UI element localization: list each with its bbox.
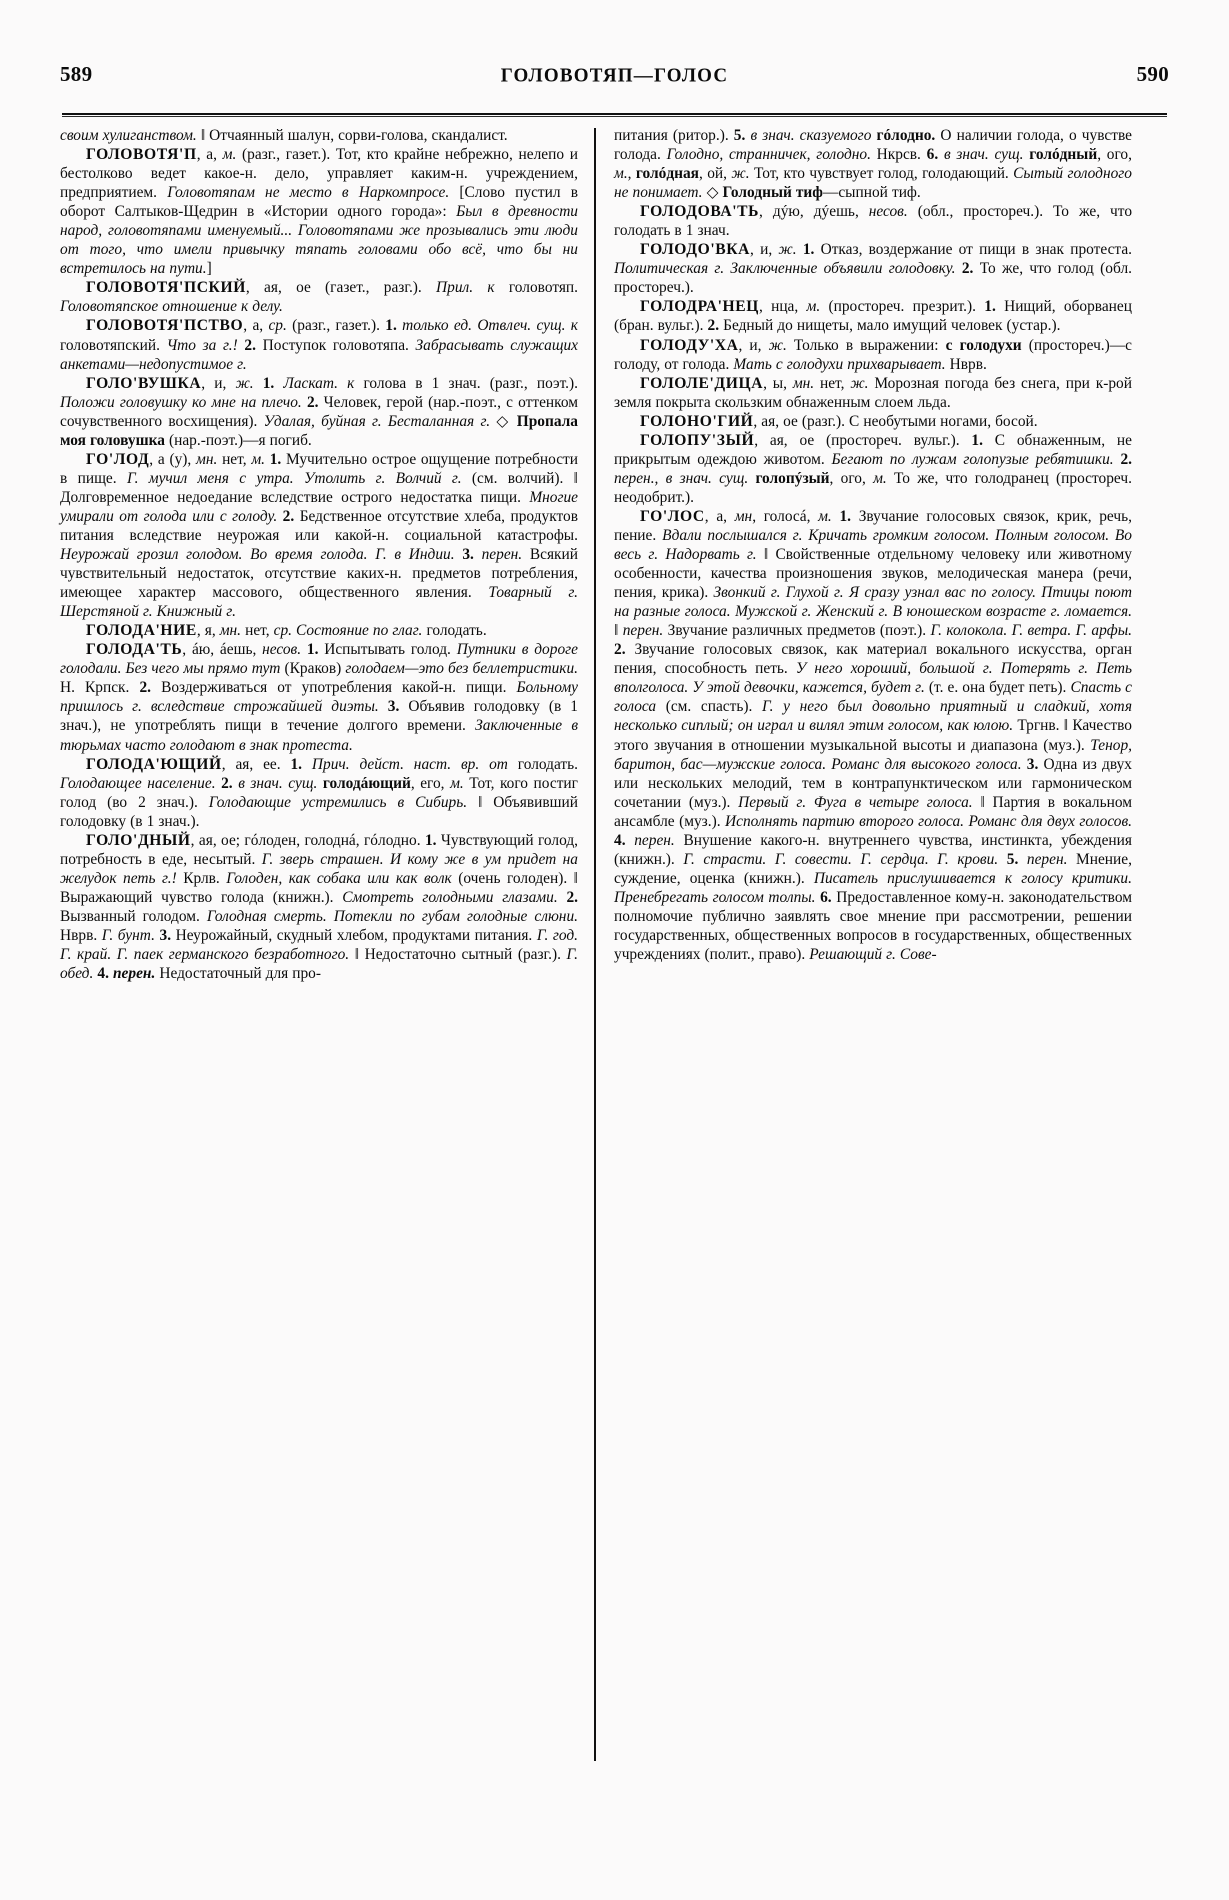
text-columns (60, 126, 1169, 1781)
dictionary-entry: ГОЛОДА'ЮЩИЙ, ая, ее. 1. Прич. дейст. наст. вр. от голодать. Голодающее население. 2. в знач. сущ. голодáющий, его, м. Тот, кого постиг голод (во 2 знач.). Голодающие устремились в Сибирь. ‖ Объявивший голодовку (в 1 знач.). (60, 755, 578, 830)
dictionary-entry: ГОЛОВОТЯ'П, а, м. (разг., газет.). Тот, кто крайне небрежно, нелепо и бестолково ведет какое-н. дело, управляет каким-н. учреждением, предприятием. Головотяпам не место в Наркомпросе. [Слово пустил в оборот Салтыков-Щедрин в «Истории одного города»: Был в древности народ, головотяпами именуемый... Головотяпами же прозывались эти люди от того, что имели привычку тяпать головами обо всё, что бы ни встретилось на пути.] (60, 146, 578, 278)
dictionary-entry: ГОЛОЛЕ'ДИЦА, ы, мн. нет, ж. Морозная погода без снега, при к-рой земля покрыта скользким обнаженным слоем льда. (614, 374, 1132, 411)
running-title: ГОЛОВОТЯП—ГОЛОС (500, 64, 729, 87)
dictionary-entry: ГОЛОПУ'ЗЫЙ, ая, ое (простореч. вульг.). 1. С обнаженным, не прикрытым одеждою животом. Бегают по лужам голопузые ребятишки. 2. перен., в знач. сущ. голопýзый, ого, м. То же, что голодранец (простореч. неодобрит.). (614, 431, 1132, 506)
dictionary-entry: ГОЛОВОТЯ'ПСТВО, а, ср. (разг., газет.). 1. только ед. Отвлеч. сущ. к головотяпский. Что за г.! 2. Поступок головотяпа. Забрасывать служащих анкетами—недопустимое г. (60, 317, 579, 373)
dictionary-entry: ГОЛОДРА'НЕЦ, нца, м. (простореч. презрит.). 1. Нищий, оборванец (бран. вульг.). 2. Бедный до нищеты, мало имущий человек (устар.). (614, 298, 1132, 335)
dictionary-entry: ГОЛОДОВА'ТЬ, дýю, дýешь, несов. (обл., простореч.). То же, что голодать в 1 знач. (614, 203, 1133, 240)
dictionary-entry: ГОЛОВОТЯ'ПСКИЙ, ая, ое (газет., разг.). Прил. к головотяп. Головотяпское отношение к делу. (60, 279, 579, 316)
column-right (596, 126, 1132, 1781)
folio-left: 589 (60, 62, 93, 86)
dictionary-entry: ГОЛОДА'ТЬ, áю, áешь, несов. 1. Испытывать голод. Путники в дороге голодали. Без чего мы прямо тут (Краков) голодаем—это без беллетристики. Н. Крпск. 2. Воздерживаться от употребления какой-н. пищи. Больному пришлось г. вследствие строжайшей диэты. 3. Объявив голодовку (в 1 знач.), не употреблять пищи в течение долгого времени. Заключенные в тюрьмах часто голодают в знак протеста. (60, 641, 579, 754)
dictionary-entry: ГОЛОДУ'ХА, и, ж. Только в выражении: с голодухи (простореч.)—с голоду, от голода. Мать с голодухи прихварывает. Нврв. (614, 336, 1133, 373)
header-rule (62, 113, 1167, 117)
dictionary-entry: ГОЛОНО'ГИЙ, ая, ое (разг.). С необутыми ногами, босой. (640, 412, 1038, 430)
dictionary-entry: ГО'ЛОС, а, мн, голосá, м. 1. Звучание голосовых связок, крик, речь, пение. Вдали послышался г. Кричать громким голосом. Полным голосом. Во весь г. Надорвать г. ‖ Свойственные отдельному человеку или животному особенности, качества произношения звуков, мелодическая манера (речи, пения, крика). Звонкий г. Глухой г. Я сразу узнал вас по голосу. Птицы поют на разные голоса. Мужской г. Женский г. В юношеском возрасте г. ломается. ‖ перен. Звучание различных предметов (поэт.). Г. колокола. Г. ветра. Г. арфы. 2. Звучание голосовых связок, как материал вокального искусства, орган пения, способность петь. У него хороший, большой г. Потерять г. Петь вполголоса. У этой девочки, кажется, будет г. (т. е. она будет петь). Спасть с голоса (см. спасть). Г. у него был довольно приятный и сладкий, хотя несколько сиплый; он играл и вилял этим голосом, как юлою. Тргнв. ‖ Качество этого звучания в отношении музыкальной высоты и диапазона (муз.). Тенор, баритон, бас—мужские голоса. Романс для высокого голоса. 3. Одна из двух или нескольких мелодий, тем в контрапунктическом или гармоническом сочетании (муз.). Первый г. Фуга в четыре голоса. ‖ Партия в вокальном ансамбле (муз.). Исполнять партию второго голоса. Романс для двух голосов. 4. перен. Внушение какого-н. внутреннего чувства, инстинкта, убеждения (книжн.). Г. страсти. Г. совести. Г. сердца. Г. крови. 5. перен. Мнение, суждение, оценка (книжн.). Писатель прислушивается к голосу критики. Пренебрегать голосом толпы. 6. Предоставленное кому-н. законодательством полномочие публично заявлять свое мнение при рассмотрении, решении государственных, общественных вопросов в государственных, общественных учреждениях (полит., право). Решающий г. Сове- (614, 507, 1133, 964)
entry-continuation: питания (ритор.). 5. в знач. сказуемого гóлодно. О наличии голода, о чувстве голода. Голодно, странничек, голодно. Нкрсв. 6. в знач. сущ. голóдный, ого, м., голóдная, ой, ж. Тот, кто чувствует голод, голодающий. Сытый голодного не понимает. ◇ Голодный тиф—сыпной тиф. (614, 127, 1132, 202)
column-left (60, 126, 594, 1781)
dictionary-entry: ГОЛО'ВУШКА, и, ж. 1. Ласкат. к голова в 1 знач. (разг., поэт.). Положи головушку ко мне на плечо. 2. Человек, герой (нар.-поэт., с оттенком сочувственного восхищения). Удалая, буйная г. Бесталанная г. ◇ Пропала моя головушка (нар.-поэт.)—я погиб. (60, 374, 578, 449)
entry-continuation: своим хулиганством. ‖ Отчаянный шалун, сорви-голова, скандалист. (60, 127, 508, 144)
dictionary-entry: ГОЛО'ДНЫЙ, ая, ое; гóлоден, голоднá, гóлодно. 1. Чувствующий голод, потребность в еде, несытый. Г. зверь страшен. И кому же в ум придет на желудок петь г.! Крлв. Голоден, как собака или как волк (очень голоден). ‖ Выражающий чувство голода (книжн.). Смотреть голодными глазами. 2. Вызванный голодом. Голодная смерть. Потекли по губам голодные слюни. Нврв. Г. бунт. 3. Неурожайный, скудный хлебом, продуктами питания. Г. год. Г. край. Г. паек германского безработного. ‖ Недостаточно сытный (разг.). Г. обед. 4. перен. Недостаточный для про- (60, 831, 579, 983)
folio-right: 590 (1136, 62, 1169, 86)
dictionary-entry: ГОЛОДА'НИЕ, я, мн. нет, ср. Состояние по глаг. голодать. (86, 622, 487, 640)
dictionary-entry: ГО'ЛОД, а (у), мн. нет, м. 1. Мучительно острое ощущение потребности в пище. Г. мучил меня с утра. Утолить г. Волчий г. (см. волчий). ‖ Долговременное недоедание вследствие острого недостатка пищи. Многие умирали от голода или с голоду. 2. Бедственное отсутствие хлеба, продуктов питания вследствие неурожая или какой-н. социальной катастрофы. Неурожай грозил голодом. Во время голода. Г. в Индии. 3. перен. Всякий чувствительный недостаток, отсутствие каких-н. предметов потребления, имеющее характер массового, общественного явления. Товарный г. Шерстяной г. Книжный г. (60, 450, 578, 621)
dictionary-entry: ГОЛОДО'ВКА, и, ж. 1. Отказ, воздержание от пищи в знак протеста. Политическая г. Заключенные объявили голодовку. 2. То же, что голод (обл. простореч.). (614, 241, 1132, 297)
running-head (60, 62, 1169, 96)
